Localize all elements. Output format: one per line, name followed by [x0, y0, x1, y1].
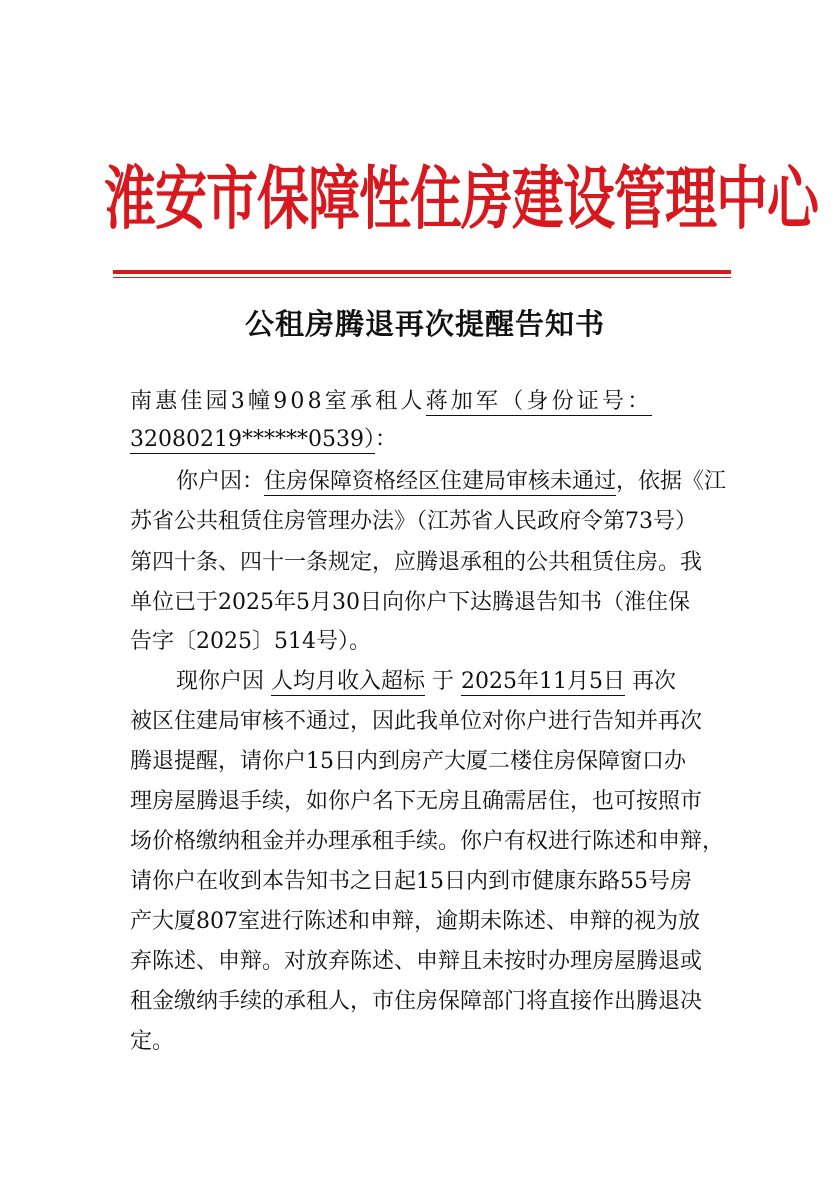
para2-mid: 于 [432, 669, 455, 694]
header-rule-thick [113, 270, 731, 274]
para1-line-1 [176, 464, 726, 500]
para2-line-6: 请你户在收到本告知书之日起15日内到市健康东路55号房 [130, 869, 692, 894]
header-rule-thin [113, 277, 731, 278]
para1-line-4: 单位已于2025年5月30日向你户下达腾退告知书（淮住保 [130, 590, 690, 615]
para2-line-4: 理房屋腾退手续，如你户名下无房且确需居住，也可按照市 [130, 789, 703, 814]
para1-lead: 你户因： [176, 469, 265, 494]
para2-line-5: 场价格缴纳租金并办理承租手续。你户有权进行陈述和申辩， [130, 829, 725, 854]
para2-lead: 现你户因 [176, 669, 265, 694]
id-number: 32080219******0539） [130, 427, 375, 452]
para1-reason: 住房保障资格经区住建局审核未通过 [264, 469, 617, 494]
para1-line-5: 告字〔2025〕514号）。 [130, 629, 371, 654]
para1-line-3: 第四十条、四十一条规定，应腾退承租的公共租赁住房。我 [130, 550, 703, 575]
para2-line-7: 产大厦807室进行陈述和申辩，逾期未陈述、申辩的视为放 [130, 909, 700, 934]
para2-line-9: 租金缴纳手续的承租人，市住房保障部门将直接作出腾退决 [130, 989, 703, 1014]
para2-line-1 [176, 664, 676, 700]
para2-line-3: 腾退提醒，请你户15日内到房产大厦二楼住房保障窗口办 [130, 749, 686, 774]
id-label: （身份证号： [501, 389, 653, 414]
para2-line-8: 弃陈述、申辩。对放弃陈述、申辩且未按时办理房屋腾退或 [130, 949, 703, 974]
para2-reason: 人均月收入超标 [271, 669, 426, 694]
tenant-name: 蒋加军 [425, 389, 502, 414]
salutation-address: 南惠佳园3幢908室承租人 [130, 389, 426, 414]
para2-date: 2025年11月5日 [461, 669, 626, 694]
para2-line1-rest: 再次 [632, 669, 677, 694]
salutation-line-1 [130, 384, 720, 420]
salutation-line-2 [130, 422, 397, 458]
organization-header: 淮安市保障性住房建设管理中心 [104, 160, 819, 240]
para2-line-10: 定。 [130, 1029, 175, 1054]
para1-line1-rest: ，依据《江 [616, 469, 727, 494]
para2-line-2: 被区住建局审核不通过，因此我单位对你户进行告知并再次 [130, 709, 703, 734]
para1-line-2: 苏省公共租赁住房管理办法》（江苏省人民政府令第73号） [130, 509, 697, 534]
document-title: 公租房腾退再次提醒告知书 [244, 307, 605, 341]
salutation-colon: ： [374, 427, 397, 452]
